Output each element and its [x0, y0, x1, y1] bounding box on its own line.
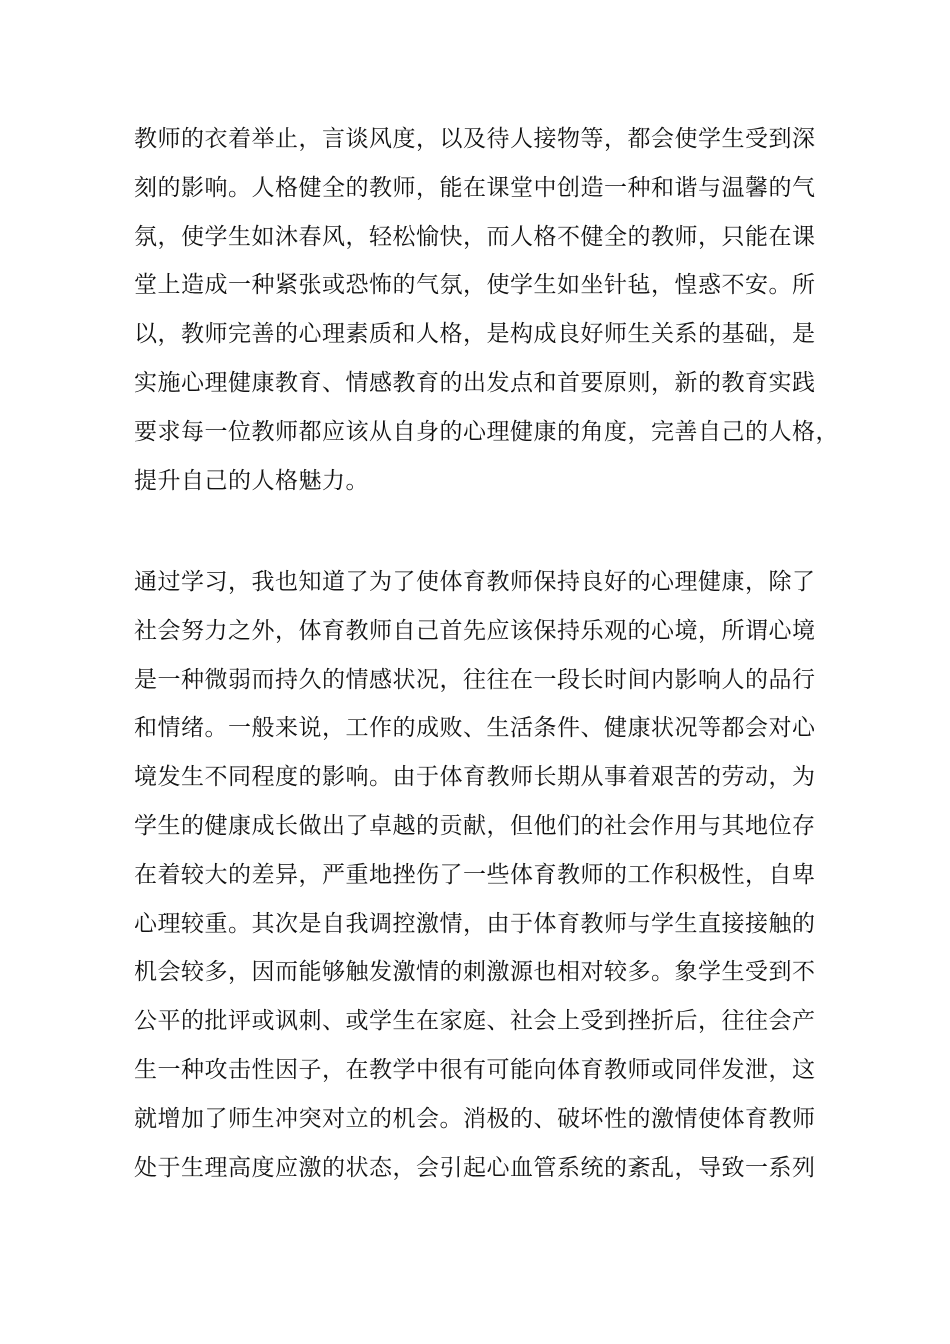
paragraph-1 — [134, 115, 839, 505]
text-line: 教师的衣着举止，言谈风度，以及待人接物等，都会使学生受到深 — [134, 126, 816, 152]
text-line: 就增加了师生冲突对立的机会。消极的、破坏性的激情使体育教师 — [134, 1105, 816, 1132]
text-line: 机会较多，因而能够触发激情的刺激源也相对较多。象学生受到不 — [134, 959, 816, 986]
text-line: 学生的健康成长做出了卓越的贡献，但他们的社会作用与其地位存 — [134, 812, 816, 839]
text-line: 公平的批评或讽刺、或学生在家庭、社会上受到挫折后，往往会产 — [134, 1008, 816, 1035]
text-line: 堂上造成一种紧张或恐怖的气氛，使学生如坐针毡，惶惑不安。所 — [134, 272, 816, 299]
text-line: 社会努力之外，体育教师自己首先应该保持乐观的心境，所谓心境 — [134, 617, 816, 644]
text-line: 氛，使学生如沐春风，轻松愉快，而人格不健全的教师，只能在课 — [134, 223, 816, 250]
text-line: 以，教师完善的心理素质和人格，是构成良好师生关系的基础，是 — [134, 321, 816, 348]
text-line: 境发生不同程度的影响。由于体育教师长期从事着艰苦的劳动，为 — [134, 764, 816, 791]
text-line: 要求每一位教师都应该从自身的心理健康的角度，完善自己的人格， — [134, 418, 839, 445]
text-line: 心理较重。其次是自我调控激情，由于体育教师与学生直接接触的 — [134, 910, 816, 937]
text-line: 处于生理高度应激的状态，会引起心血管系统的紊乱，导致一系列 — [134, 1154, 816, 1181]
paragraph-2 — [134, 558, 834, 1192]
text-line: 刻的影响。人格健全的教师，能在课堂中创造一种和谐与温馨的气 — [134, 174, 816, 201]
text-line: 提升自己的人格魅力。 — [134, 467, 369, 494]
text-line: 通过学习，我也知道了为了使体育教师保持良好的心理健康，除了 — [134, 569, 816, 595]
text-line: 生一种攻击性因子，在教学中很有可能向体育教师或同伴发泄，这 — [134, 1056, 816, 1083]
text-line: 和情绪。一般来说，工作的成败、生活条件、健康状况等都会对心 — [134, 715, 816, 742]
text-line: 在着较大的差异，严重地挫伤了一些体育教师的工作积极性，自卑 — [134, 861, 816, 888]
text-line: 是一种微弱而持久的情感状况，往往在一段长时间内影响人的品行 — [134, 666, 816, 693]
text-line: 实施心理健康教育、情感教育的出发点和首要原则，新的教育实践 — [134, 369, 816, 396]
